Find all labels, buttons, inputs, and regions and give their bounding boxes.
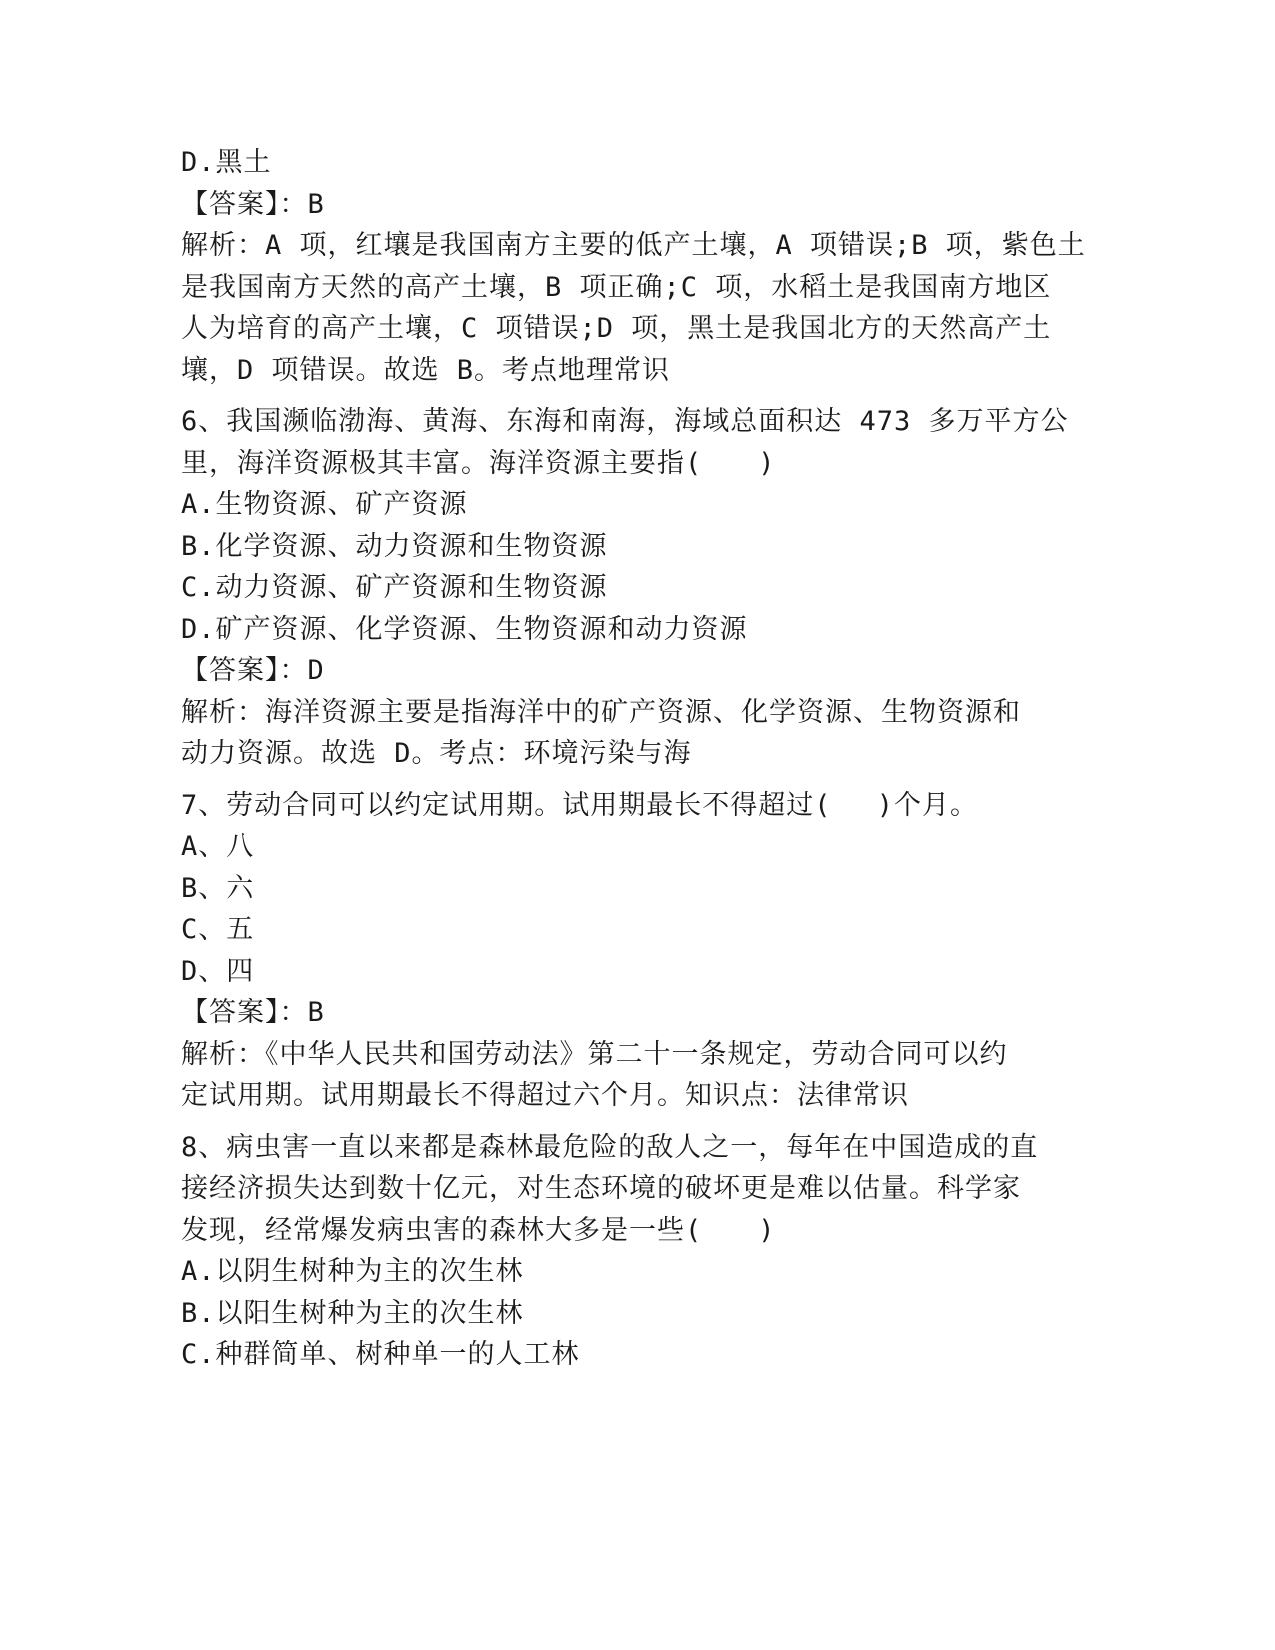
answer-line: 【答案】：B bbox=[181, 997, 325, 1028]
analysis-line: 壤，D 项错误。故选 B。考点地理常识 bbox=[181, 354, 671, 386]
option-b: B.以阳生树种为主的次生林 bbox=[181, 1297, 524, 1329]
document-page bbox=[181, 142, 1086, 1376]
option-c: C、五 bbox=[181, 914, 255, 945]
question-text: 8、病虫害一直以来都是森林最危险的敌人之一，每年在中国造成的直 bbox=[181, 1131, 1039, 1163]
option-a: A.以阴生树种为主的次生林 bbox=[181, 1256, 524, 1287]
analysis-line: 解析：A 项，红壤是我国南方主要的低产土壤，A 项错误;B 项，紫色土 bbox=[181, 230, 1086, 261]
question-7 bbox=[181, 785, 1051, 1117]
option-b: B、六 bbox=[181, 872, 255, 904]
option-a: A、八 bbox=[181, 831, 255, 862]
analysis-line: 解析：海洋资源主要是指海洋中的矿产资源、化学资源、生物资源和 bbox=[181, 696, 1021, 728]
question-text: 6、我国濒临渤海、黄海、东海和南海，海域总面积达 473 多万平方公 bbox=[181, 406, 1069, 437]
question-8 bbox=[181, 1127, 1051, 1376]
analysis-line: 定试用期。试用期最长不得超过六个月。知识点：法律常识 bbox=[181, 1080, 909, 1111]
answer-line: 【答案】：B bbox=[181, 188, 325, 220]
question-text: 7、劳动合同可以约定试用期。试用期最长不得超过( )个月。 bbox=[181, 789, 979, 821]
answer-line: 【答案】：D bbox=[181, 655, 325, 686]
question-6 bbox=[181, 401, 1069, 775]
analysis-line: 人为培育的高产土壤，C 项错误;D 项，黑土是我国北方的天然高产土 bbox=[181, 313, 1052, 344]
analysis-line: 动力资源。故选 D。考点：环境污染与海 bbox=[181, 738, 692, 769]
question-text: 发现，经常爆发病虫害的森林大多是一些( ) bbox=[181, 1214, 776, 1246]
question-5-tail bbox=[181, 142, 1086, 391]
option-a: A.生物资源、矿产资源 bbox=[181, 489, 468, 520]
option-b: B.化学资源、动力资源和生物资源 bbox=[181, 530, 608, 562]
analysis-line: 是我国南方天然的高产土壤，B 项正确;C 项，水稻土是我国南方地区 bbox=[181, 271, 1052, 303]
option-c: C.种群简单、树种单一的人工林 bbox=[181, 1339, 580, 1370]
option-c: C.动力资源、矿产资源和生物资源 bbox=[181, 572, 608, 603]
option-d: D.矿产资源、化学资源、生物资源和动力资源 bbox=[181, 613, 748, 645]
question-text: 接经济损失达到数十亿元，对生态环境的破坏更是难以估量。科学家 bbox=[181, 1173, 1021, 1204]
question-text: 里，海洋资源极其丰富。海洋资源主要指( ) bbox=[181, 447, 776, 479]
option-d: D.黑土 bbox=[181, 147, 272, 178]
option-d: D、四 bbox=[181, 955, 255, 987]
analysis-line: 解析：《中华人民共和国劳动法》第二十一条规定，劳动合同可以约 bbox=[181, 1038, 1008, 1070]
